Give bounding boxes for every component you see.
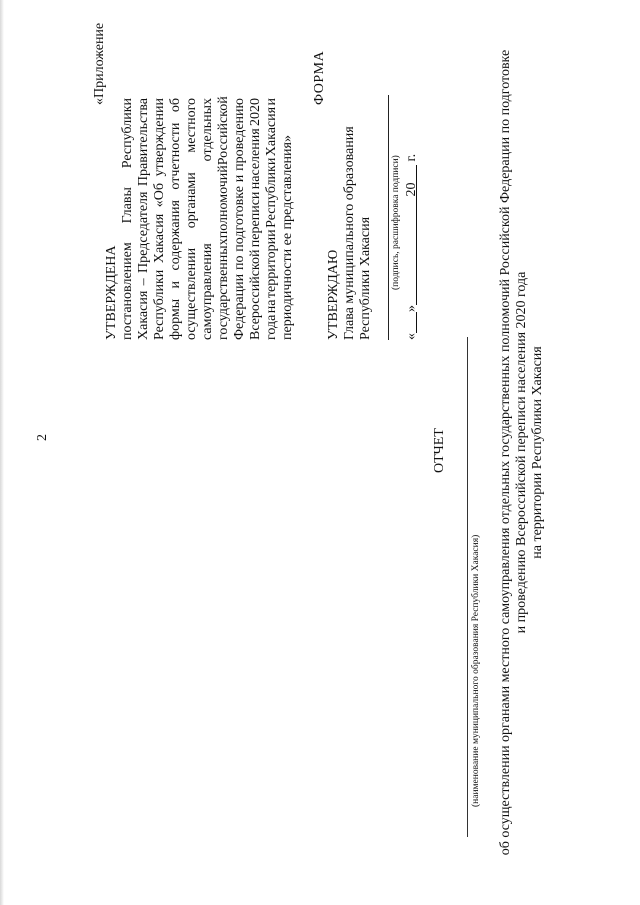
approved-head	[104, 98, 120, 340]
approved-word: и	[232, 174, 247, 183]
approved-word: Правительства	[136, 98, 151, 187]
approved-block	[104, 98, 296, 340]
report-description	[498, 0, 546, 905]
approved-word: –	[136, 278, 151, 286]
approved-word: об	[168, 98, 183, 113]
approved-word: Хакасия	[136, 290, 151, 340]
approved-word: «Об	[152, 183, 167, 208]
approved-word: Хакасия	[264, 106, 279, 157]
approved-word: государственных	[216, 238, 231, 340]
approved-line	[152, 98, 168, 340]
approved-word: по	[232, 255, 247, 271]
form-label: ФОРМА	[312, 50, 327, 105]
approved-word: самоуправления	[200, 243, 215, 340]
approved-word: Председателя	[136, 191, 151, 273]
approved-word: Республики	[152, 269, 167, 340]
approved-word: Всероссийской	[248, 249, 263, 340]
approved-word: формы	[168, 298, 183, 340]
approved-word: отчетности	[168, 122, 183, 190]
approved-line	[248, 98, 264, 340]
approved-word: Российской	[216, 96, 231, 166]
approve-line: Глава муниципального образования	[342, 126, 357, 340]
approved-word: подготовке	[232, 186, 247, 252]
report-title: ОТЧЕТ	[432, 428, 447, 473]
approved-word: постановлением	[120, 242, 135, 340]
signature-caption: (подпись, расшифровка подписи)	[391, 155, 401, 290]
approved-line	[184, 98, 200, 340]
approved-word: содержания	[168, 200, 183, 271]
approved-word: и	[168, 280, 183, 289]
approved-word: проведению	[232, 98, 247, 171]
approved-word: территории	[264, 229, 279, 299]
description-line: об осуществлении органами местного самоуправления отдельных государственных полномочий Российской Федерации по подготовке	[498, 49, 513, 856]
approved-word: отдельных	[200, 98, 215, 162]
approved-word: 2020	[248, 98, 263, 126]
approved-word: осуществлении	[184, 247, 199, 340]
approve-head: УТВЕРЖДАЮ	[326, 249, 341, 340]
approved-word: Хакасия	[152, 213, 167, 264]
date-close-quote: »	[404, 305, 419, 312]
page-number: 2	[35, 434, 50, 441]
approved-word: населения	[248, 128, 263, 190]
approved-word: органами	[184, 172, 199, 229]
approved-word: УТВЕРЖДЕНА	[104, 245, 119, 340]
year-suffix: г.	[404, 153, 419, 162]
approve-line: Республики Хакасия	[358, 216, 373, 340]
approved-word: и	[264, 98, 279, 106]
description-line: на территории Республики Хакасия	[530, 346, 545, 559]
approved-word: местного	[184, 98, 199, 153]
description-line: и проведению Всероссийской переписи населения 2020 года	[514, 271, 529, 634]
date-line	[404, 154, 420, 340]
approved-line	[200, 98, 216, 340]
approved-word: Республики	[120, 98, 135, 169]
appendix-title: «Приложение	[92, 22, 107, 105]
approved-line	[216, 98, 232, 340]
approved-word: утверждении	[152, 98, 167, 177]
municipality-line	[467, 337, 468, 837]
date-open-quote: «	[404, 333, 419, 340]
approved-word: Федерации	[232, 273, 247, 340]
approved-word: переписи	[248, 191, 263, 248]
approved-line	[136, 98, 152, 340]
approved-line	[120, 98, 136, 340]
approved-line	[168, 98, 184, 340]
approved-line	[232, 98, 248, 340]
municipality-caption: (наименование муниципального образования Республики Хакасия)	[471, 534, 481, 807]
signature-line	[388, 95, 389, 340]
approved-word: Республики	[264, 157, 279, 228]
approved-word: на	[264, 299, 279, 314]
approved-word: Главы	[120, 187, 135, 224]
approved-word: полномочий	[216, 165, 231, 239]
approved-line	[280, 98, 296, 340]
approve-block	[326, 80, 374, 340]
approved-line	[264, 98, 280, 340]
year-prefix: 20	[404, 182, 419, 197]
approved-word: периодичности ее представления»	[280, 135, 295, 340]
approved-word: года	[264, 314, 279, 340]
